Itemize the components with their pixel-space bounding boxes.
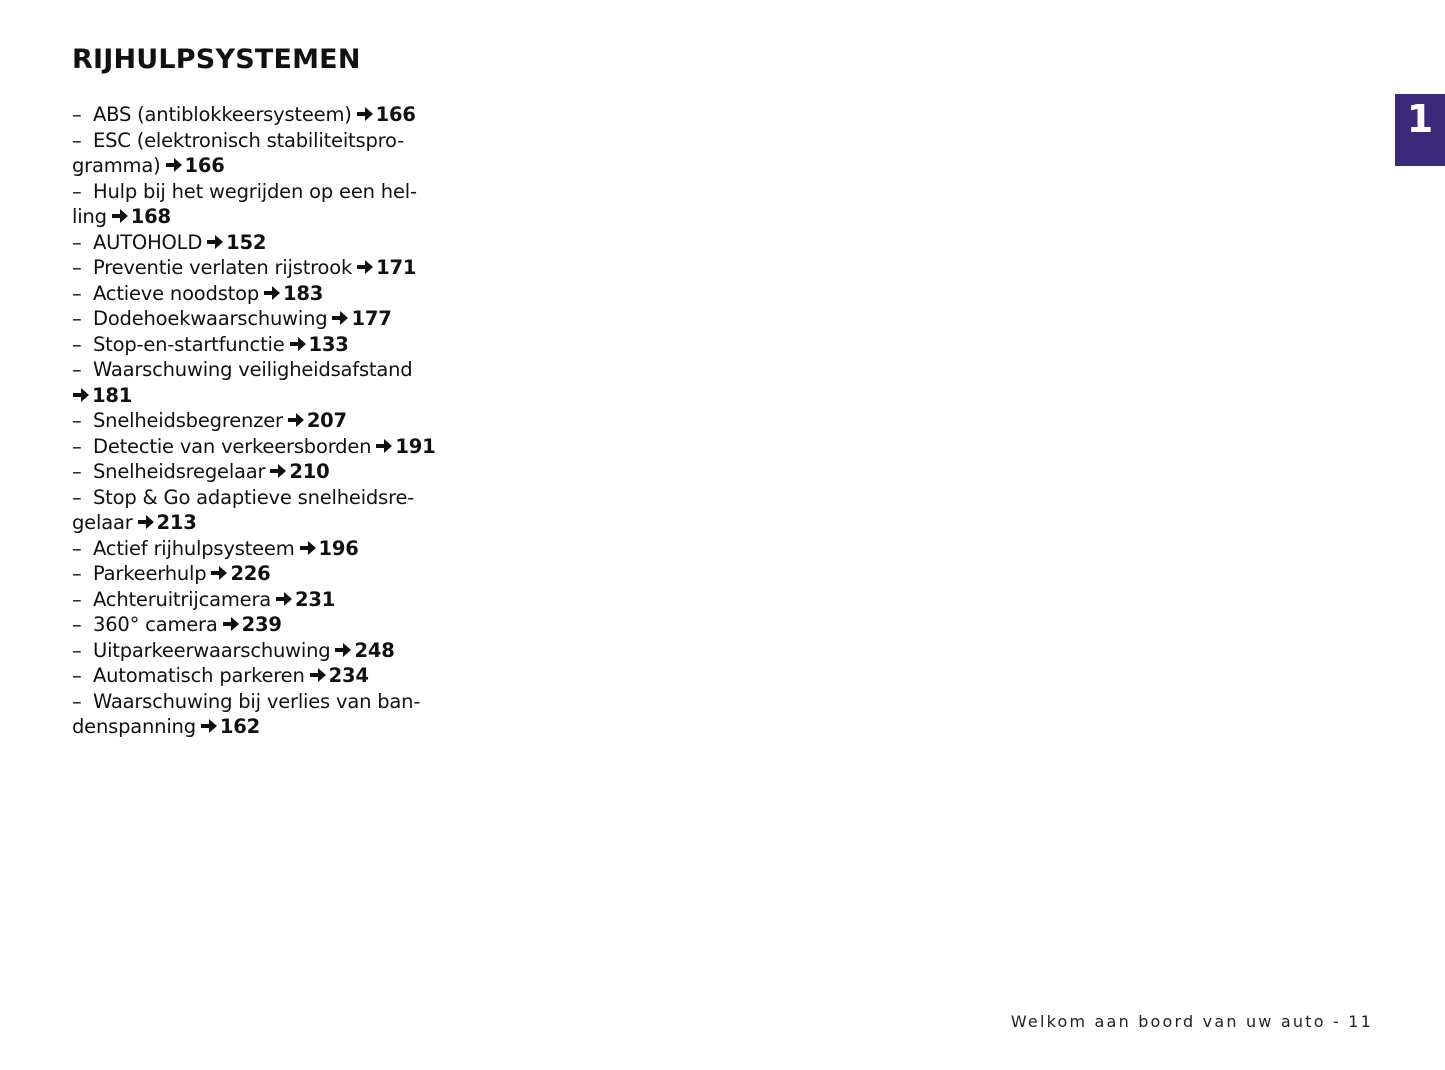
page-reference-link[interactable]: 171: [376, 256, 417, 279]
right-arrow-icon: [210, 565, 228, 581]
right-arrow-icon: [334, 642, 352, 658]
list-bullet: –: [72, 638, 82, 662]
list-item: [72, 561, 482, 587]
page-reference-link[interactable]: 248: [354, 638, 395, 662]
right-arrow-icon: [275, 591, 293, 607]
list-item: [72, 332, 482, 358]
page-reference-link[interactable]: 168: [130, 205, 171, 228]
list-bullet: –: [72, 613, 82, 636]
item-label: Uitparkeerwaarschuwing: [93, 638, 331, 662]
list-bullet: –: [72, 179, 82, 203]
list-item: [72, 102, 482, 128]
page-reference-link[interactable]: 166: [184, 154, 225, 177]
list-item: [72, 612, 482, 638]
list-item: [72, 255, 482, 281]
item-label: Waarschuwing veiligheidsafstand: [93, 358, 413, 381]
list-bullet: –: [72, 460, 82, 483]
right-arrow-icon: [269, 463, 287, 479]
page-reference-link[interactable]: 162: [219, 715, 261, 738]
item-label: Actieve noodstop: [93, 281, 260, 305]
item-label: Achteruitrijcamera: [93, 587, 272, 611]
list-bullet: –: [72, 664, 82, 687]
list-item: [72, 357, 482, 408]
list-bullet: –: [72, 128, 82, 152]
list-bullet: –: [72, 562, 82, 585]
item-label: Waarschuwing bij verlies van ban-: [93, 689, 421, 713]
page-reference-link[interactable]: 152: [226, 230, 267, 254]
page-reference-link[interactable]: 213: [156, 511, 197, 534]
list-bullet: –: [72, 256, 82, 279]
list-item: [72, 281, 482, 307]
right-arrow-icon: [287, 412, 305, 428]
list-item: [72, 230, 482, 256]
right-arrow-icon: [165, 157, 183, 173]
page-reference-link[interactable]: 196: [318, 536, 359, 560]
list-bullet: –: [72, 689, 82, 713]
item-label: Parkeerhulp: [93, 562, 207, 585]
item-label: Snelheidsregelaar: [93, 460, 266, 483]
item-label: Snelheidsbegrenzer: [93, 409, 283, 432]
right-arrow-icon: [72, 387, 90, 403]
item-label: Hulp bij het wegrijden op een hel-: [93, 179, 417, 203]
list-bullet: –: [72, 485, 82, 509]
right-arrow-icon: [331, 310, 349, 326]
list-item: [72, 179, 482, 230]
list-item: [72, 306, 482, 332]
list-item: [72, 459, 482, 485]
item-label-continued: gramma): [72, 154, 161, 177]
chapter-number: 1: [1406, 97, 1434, 141]
page-footer: Welkom aan boord van uw auto - 11: [1010, 1012, 1373, 1031]
list-bullet: –: [72, 230, 82, 254]
list-bullet: –: [72, 103, 82, 126]
right-arrow-icon: [222, 616, 240, 632]
list-item: [72, 536, 482, 562]
chapter-tab: [1395, 94, 1445, 166]
right-arrow-icon: [200, 718, 218, 734]
right-arrow-icon: [111, 208, 129, 224]
right-arrow-icon: [356, 259, 374, 275]
list-item: [72, 485, 482, 536]
list-bullet: –: [72, 307, 82, 330]
right-arrow-icon: [299, 540, 317, 556]
page-reference-link[interactable]: 133: [308, 332, 349, 356]
page-reference-link[interactable]: 231: [295, 587, 336, 611]
item-label: ABS (antiblokkeersysteem): [93, 103, 352, 126]
page-title: RIJHULPSYSTEMEN: [72, 44, 361, 75]
list-item: [72, 663, 482, 689]
right-arrow-icon: [289, 336, 307, 352]
list-bullet: –: [72, 358, 82, 381]
right-arrow-icon: [356, 106, 374, 122]
list-bullet: –: [72, 587, 82, 611]
right-arrow-icon: [137, 514, 155, 530]
list-item: [72, 434, 482, 460]
page-reference-link[interactable]: 183: [283, 281, 324, 305]
list-item: [72, 128, 482, 179]
right-arrow-icon: [375, 438, 393, 454]
page-reference-link[interactable]: 177: [351, 307, 392, 330]
item-label: 360° camera: [93, 613, 218, 636]
page-reference-link[interactable]: 226: [230, 562, 271, 585]
item-label-continued: gelaar: [72, 511, 133, 534]
list-bullet: –: [72, 409, 82, 432]
item-label: Automatisch parkeren: [93, 664, 305, 687]
page-reference-link[interactable]: 207: [306, 409, 347, 432]
list-bullet: –: [72, 434, 82, 458]
page-reference-link[interactable]: 239: [241, 613, 282, 636]
list-item: [72, 689, 482, 740]
page-reference-link[interactable]: 181: [92, 383, 133, 407]
right-arrow-icon: [206, 234, 224, 250]
page-reference-link[interactable]: 191: [395, 434, 436, 458]
item-label-continued: ling: [72, 205, 107, 228]
right-arrow-icon: [263, 285, 281, 301]
list-bullet: –: [72, 281, 82, 305]
item-label: Detectie van verkeersborden: [93, 434, 372, 458]
item-label: Stop & Go adaptieve snelheidsre-: [93, 485, 415, 509]
driving-assist-list: [72, 102, 482, 740]
list-bullet: –: [72, 332, 82, 356]
item-label: Preventie verlaten rijstrook: [93, 256, 353, 279]
page-reference-link[interactable]: 210: [289, 460, 330, 483]
item-label: AUTOHOLD: [93, 230, 203, 254]
list-item: [72, 587, 482, 613]
right-arrow-icon: [309, 667, 327, 683]
list-item: [72, 408, 482, 434]
list-bullet: –: [72, 536, 82, 560]
item-label: ESC (elektronisch stabiliteitspro-: [93, 128, 404, 152]
item-label: Actief rijhulpsysteem: [93, 536, 295, 560]
item-label-continued: denspanning: [72, 715, 196, 738]
page-reference-link[interactable]: 166: [375, 103, 416, 126]
item-label: Stop-en-startfunctie: [93, 332, 285, 356]
item-label: Dodehoekwaarschuwing: [93, 307, 328, 330]
list-item: [72, 638, 482, 664]
page-reference-link[interactable]: 234: [328, 664, 369, 687]
